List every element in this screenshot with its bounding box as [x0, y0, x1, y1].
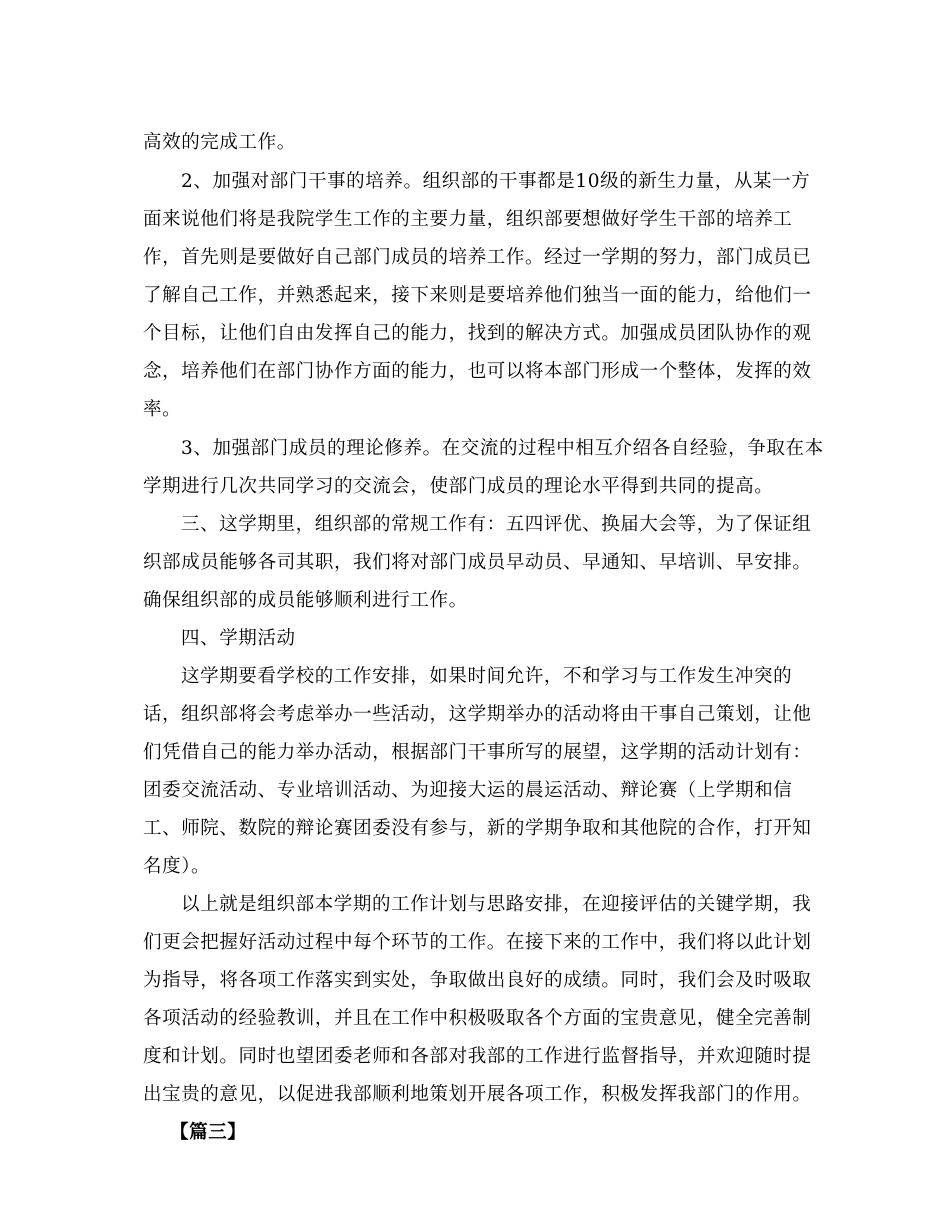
text-line-5: 了解自己工作，并熟悉起来，接下来则是要培养他们独当一面的能力，给他们一 [143, 285, 812, 306]
text-line-14: 四、学期活动 [181, 628, 296, 649]
text-line-3: 面来说他们将是我院学生工作的主要力量，组织部要想做好学生干部的培养工 [143, 209, 793, 230]
text-line-10: 学期进行几次共同学习的交流会，使部门成员的理论水平得到共同的提高。 [143, 476, 774, 497]
text-line-2: 2、加强对部门干事的培养。组织部的干事都是10级的新生力量，从某一方 [181, 171, 811, 192]
text-line-1: 高效的完成工作。 [143, 132, 296, 153]
text-line-9: 3、加强部门成员的理论修养。在交流的过程中相互介绍各自经验，争取在本 [181, 438, 824, 459]
text-line-18: 团委交流活动、专业培训活动、为迎接大运的晨运活动、辩论赛（上学期和信 [143, 780, 793, 801]
text-line-26: 出宝贵的意见，以促进我部顺利地策划开展各项工作，积极发挥我部门的作用。 [143, 1084, 812, 1105]
text-line-15: 这学期要看学校的工作安排，如果时间允许，不和学习与工作发生冲突的 [181, 666, 793, 687]
text-line-4: 作，首先则是要做好自己部门成员的培养工作。经过一学期的努力，部门成员已 [143, 247, 812, 268]
text-line-24: 各项活动的经验教训，并且在工作中积极吸取各个方面的宝贵意见，健全完善制 [143, 1008, 812, 1029]
text-line-17: 们凭借自己的能力举办活动，根据部门干事所写的展望，这学期的活动计划有： [143, 742, 812, 763]
text-line-21: 以上就是组织部本学期的工作计划与思路安排，在迎接评估的关键学期，我 [181, 894, 812, 915]
text-line-6: 个目标，让他们自由发挥自己的能力，找到的解决方式。加强成员团队协作的观 [143, 323, 812, 344]
text-line-11: 三、这学期里，组织部的常规工作有：五四评优、换届大会等，为了保证组 [181, 514, 812, 535]
text-line-12: 织部成员能够各司其职，我们将对部门成员早动员、早通知、早培训、早安排。 [143, 552, 812, 573]
text-line-7: 念，培养他们在部门协作方面的能力，也可以将本部门形成一个整体，发挥的效 [143, 361, 812, 382]
text-line-25: 度和计划。同时也望团委老师和各部对我部的工作进行监督指导，并欢迎随时提 [143, 1046, 812, 1067]
section-heading: 【篇三】 [170, 1122, 247, 1143]
text-line-8: 率。 [143, 399, 182, 420]
text-line-13: 确保组织部的成员能够顺利进行工作。 [143, 590, 468, 611]
text-line-23: 为指导，将各项工作落实到实处，争取做出良好的成绩。同时，我们会及时吸取 [143, 970, 812, 991]
text-line-20: 名度）。 [143, 856, 211, 877]
text-line-19: 工、师院、数院的辩论赛团委没有参与，新的学期争取和其他院的合作，打开知 [143, 818, 812, 839]
text-line-22: 们更会把握好活动过程中每个环节的工作。在接下来的工作中，我们将以此计划 [143, 932, 812, 953]
text-line-16: 话，组织部将会考虑举办一些活动，这学期举办的活动将由干事自己策划，让他 [143, 704, 812, 725]
